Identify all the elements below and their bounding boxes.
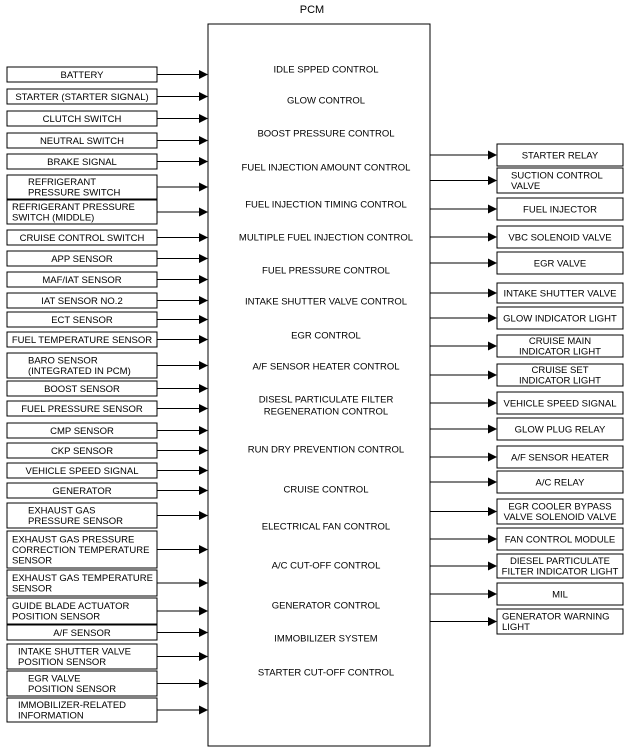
input-label-line: IAT SENSOR NO.2 bbox=[41, 295, 123, 307]
output-item bbox=[430, 283, 623, 303]
arrow-right-icon bbox=[199, 652, 208, 661]
input-label-line: FUEL TEMPERATURE SENSOR bbox=[11, 334, 153, 346]
output-item bbox=[430, 168, 623, 193]
output-label-line: A/F SENSOR HEATER bbox=[510, 452, 610, 464]
input-label bbox=[12, 335, 152, 346]
arrow-right-icon bbox=[199, 183, 208, 192]
input-label-line: GUIDE BLADE ACTUATOR bbox=[12, 601, 130, 613]
input-label-line: CKP SENSOR bbox=[50, 445, 114, 457]
output-label-line: INDICATOR LIGHT bbox=[519, 346, 601, 358]
output-label-line: INTAKE SHUTTER VALVE bbox=[503, 288, 617, 300]
input-label-line: CLUTCH SWITCH bbox=[42, 113, 122, 125]
output-label bbox=[523, 204, 597, 215]
input-label bbox=[47, 157, 117, 168]
arrow-right-icon bbox=[199, 296, 208, 305]
output-label-line: GLOW INDICATOR LIGHT bbox=[503, 313, 617, 325]
input-label bbox=[43, 114, 122, 125]
output-label-line: GLOW PLUG RELAY bbox=[514, 424, 606, 436]
control-function-line: IDLE SPPED CONTROL bbox=[273, 64, 379, 76]
arrow-right-icon bbox=[199, 315, 208, 324]
arrow-right-icon bbox=[199, 426, 208, 435]
input-item bbox=[7, 570, 208, 596]
input-label-line: BRAKE SIGNAL bbox=[47, 156, 117, 168]
input-item bbox=[7, 698, 208, 722]
input-label-line: BARO SENSOR bbox=[28, 355, 98, 367]
output-item bbox=[430, 471, 623, 493]
input-label-line: BATTERY bbox=[60, 69, 104, 81]
control-function-line: GLOW CONTROL bbox=[286, 95, 366, 107]
control-function-label bbox=[252, 361, 399, 372]
input-label-line: (INTEGRATED IN PCM) bbox=[28, 366, 131, 378]
arrow-right-icon bbox=[488, 371, 497, 380]
control-function-line: A/C CUT-OFF CONTROL bbox=[271, 560, 381, 572]
input-label-line: EXHAUST GAS TEMPERATURE bbox=[12, 573, 153, 585]
control-function-line: FUEL PRESSURE CONTROL bbox=[262, 265, 390, 277]
output-devices bbox=[430, 144, 623, 634]
input-label bbox=[50, 426, 114, 437]
output-item bbox=[430, 583, 623, 605]
output-label-line: VALVE SOLENOID VALVE bbox=[503, 512, 617, 524]
input-label bbox=[44, 384, 120, 395]
output-label-line: FUEL INJECTOR bbox=[523, 204, 597, 216]
control-function-line: DISESL PARTICULATE FILTER bbox=[258, 394, 394, 406]
input-label-line: REFRIGERANT bbox=[28, 177, 97, 189]
arrow-right-icon bbox=[488, 453, 497, 462]
control-function-label bbox=[291, 330, 361, 341]
input-item bbox=[7, 531, 208, 568]
arrow-right-icon bbox=[199, 607, 208, 616]
input-label bbox=[53, 628, 111, 639]
arrow-right-icon bbox=[199, 208, 208, 217]
pcm-title: PCM bbox=[299, 4, 325, 16]
input-item bbox=[7, 200, 208, 224]
output-label-line: MIL bbox=[552, 589, 568, 601]
arrow-right-icon bbox=[199, 466, 208, 475]
control-function-label bbox=[262, 265, 390, 276]
output-label-line: SUCTION CONTROL bbox=[511, 170, 603, 182]
output-label-line: GENERATOR WARNING bbox=[502, 611, 610, 623]
arrow-right-icon bbox=[488, 314, 497, 323]
arrow-right-icon bbox=[199, 679, 208, 688]
control-function-label bbox=[257, 128, 394, 139]
control-function-line: MULTIPLE FUEL INJECTION CONTROL bbox=[238, 232, 414, 244]
output-label-line: FAN CONTROL MODULE bbox=[504, 534, 616, 546]
output-item bbox=[430, 528, 623, 550]
input-label-line: A/F SENSOR bbox=[53, 627, 111, 639]
input-item bbox=[7, 251, 208, 266]
input-item bbox=[7, 230, 208, 245]
control-function-label bbox=[248, 444, 404, 455]
output-item bbox=[430, 335, 623, 358]
arrow-right-icon bbox=[199, 136, 208, 145]
output-label-line: VEHICLE SPEED SIGNAL bbox=[503, 398, 617, 410]
output-item bbox=[430, 252, 623, 274]
output-label bbox=[504, 502, 617, 524]
input-label-line: STARTER (STARTER SIGNAL) bbox=[15, 91, 149, 103]
input-label bbox=[42, 275, 121, 286]
control-function-line: RUN DRY PREVENTION CONTROL bbox=[247, 444, 405, 456]
input-label-line: POSITION SENSOR bbox=[18, 657, 107, 669]
output-item bbox=[430, 226, 623, 248]
output-label-line: EGR VALVE bbox=[533, 258, 587, 270]
input-item bbox=[7, 175, 208, 199]
output-label bbox=[503, 313, 617, 324]
input-item bbox=[7, 443, 208, 458]
arrow-right-icon bbox=[199, 157, 208, 166]
input-label bbox=[52, 486, 111, 497]
input-label bbox=[21, 404, 143, 415]
input-label bbox=[15, 92, 148, 103]
arrow-right-icon bbox=[488, 342, 497, 351]
output-item bbox=[430, 609, 623, 634]
arrow-right-icon bbox=[199, 628, 208, 637]
control-function-label bbox=[273, 64, 378, 75]
arrow-right-icon bbox=[199, 335, 208, 344]
arrow-right-icon bbox=[199, 70, 208, 79]
input-label-line: ECT SENSOR bbox=[51, 314, 113, 326]
input-label-line: POSITION SENSOR bbox=[28, 684, 117, 696]
input-item bbox=[7, 89, 208, 104]
input-label-line: VEHICLE SPEED SIGNAL bbox=[25, 465, 139, 477]
arrow-right-icon bbox=[199, 486, 208, 495]
control-function-label bbox=[272, 560, 381, 571]
control-function-label bbox=[272, 600, 380, 611]
output-item bbox=[430, 418, 623, 440]
input-label-line: FUEL PRESSURE SENSOR bbox=[21, 403, 143, 415]
input-label bbox=[20, 233, 145, 244]
input-label bbox=[51, 254, 113, 265]
input-label bbox=[41, 296, 122, 307]
control-function-line: CRUISE CONTROL bbox=[283, 484, 369, 496]
input-item bbox=[7, 483, 208, 498]
output-label-line: VBC SOLENOID VALVE bbox=[508, 232, 612, 244]
output-label-line: EGR COOLER BYPASS bbox=[508, 501, 612, 513]
input-item bbox=[7, 401, 208, 416]
input-label-line: SENSOR bbox=[12, 555, 53, 567]
input-label-line: EXHAUST GAS bbox=[28, 505, 96, 517]
arrow-right-icon bbox=[199, 511, 208, 520]
output-item bbox=[430, 198, 623, 220]
control-function-label bbox=[258, 667, 394, 678]
output-label bbox=[511, 452, 609, 463]
input-item bbox=[7, 644, 208, 669]
output-label bbox=[504, 398, 617, 409]
output-label bbox=[536, 477, 586, 488]
arrow-right-icon bbox=[199, 254, 208, 263]
input-label-line: REFRIGERANT PRESSURE bbox=[12, 202, 135, 214]
control-function-line: BOOST PRESSURE CONTROL bbox=[257, 128, 395, 140]
arrow-right-icon bbox=[488, 399, 497, 408]
control-function-line: FUEL INJECTION TIMING CONTROL bbox=[245, 199, 407, 211]
arrow-right-icon bbox=[199, 706, 208, 715]
input-label-line: CMP SENSOR bbox=[50, 425, 114, 437]
control-function-label bbox=[274, 633, 378, 644]
output-label-line: A/C RELAY bbox=[535, 477, 585, 489]
output-item bbox=[430, 554, 623, 578]
input-item bbox=[7, 272, 208, 287]
input-label-line: BOOST SENSOR bbox=[44, 383, 120, 395]
output-item bbox=[430, 446, 623, 468]
control-function-line: REGENERATION CONTROL bbox=[263, 406, 389, 418]
input-item bbox=[7, 671, 208, 696]
arrow-right-icon bbox=[199, 404, 208, 413]
input-item bbox=[7, 503, 208, 528]
output-label bbox=[515, 424, 606, 435]
control-function-label bbox=[262, 521, 390, 532]
output-label bbox=[552, 589, 568, 600]
input-label-line: IMMOBILIZER-RELATED bbox=[18, 700, 127, 712]
control-function-label bbox=[245, 296, 407, 307]
arrow-right-icon bbox=[199, 114, 208, 123]
arrow-right-icon bbox=[488, 535, 497, 544]
input-label-line: CORRECTION TEMPERATURE bbox=[12, 544, 150, 556]
output-label-line: VALVE bbox=[511, 181, 541, 193]
arrow-right-icon bbox=[488, 289, 497, 298]
input-label-line: PRESSURE SENSOR bbox=[28, 516, 124, 528]
arrow-right-icon bbox=[199, 384, 208, 393]
output-label bbox=[508, 232, 611, 243]
control-function-line: GENERATOR CONTROL bbox=[271, 600, 381, 612]
arrow-right-icon bbox=[199, 92, 208, 101]
arrow-right-icon bbox=[488, 617, 497, 626]
arrow-right-icon bbox=[488, 590, 497, 599]
input-item bbox=[7, 463, 208, 478]
arrow-right-icon bbox=[488, 425, 497, 434]
control-function-label bbox=[284, 484, 369, 495]
input-label-line: POSITION SENSOR bbox=[12, 611, 101, 623]
input-item bbox=[7, 381, 208, 396]
output-label-line: CRUISE MAIN bbox=[528, 336, 592, 348]
arrow-right-icon bbox=[488, 507, 497, 516]
output-label-line: LIGHT bbox=[502, 622, 530, 634]
input-label-line: CRUISE CONTROL SWITCH bbox=[19, 232, 145, 244]
output-label-line: INDICATOR LIGHT bbox=[519, 375, 601, 387]
control-function-label bbox=[242, 162, 411, 173]
input-item bbox=[7, 67, 208, 82]
input-label bbox=[61, 70, 105, 81]
control-function-line: STARTER CUT-OFF CONTROL bbox=[257, 667, 395, 679]
output-label-line: STARTER RELAY bbox=[521, 150, 599, 162]
control-function-line: A/F SENSOR HEATER CONTROL bbox=[252, 361, 400, 373]
input-label bbox=[51, 446, 113, 457]
output-label-line: DIESEL PARTICULATE bbox=[510, 556, 610, 568]
input-item bbox=[7, 312, 208, 327]
control-function-label bbox=[245, 199, 407, 210]
control-function-line: EGR CONTROL bbox=[291, 330, 361, 342]
control-function-label bbox=[239, 232, 413, 243]
input-label-line: SENSOR bbox=[12, 583, 53, 595]
arrow-right-icon bbox=[199, 233, 208, 242]
input-item bbox=[7, 423, 208, 438]
output-label bbox=[519, 336, 601, 358]
input-item bbox=[7, 154, 208, 169]
control-function-label bbox=[259, 394, 394, 417]
output-item bbox=[430, 307, 623, 329]
arrow-right-icon bbox=[488, 478, 497, 487]
output-item bbox=[430, 392, 623, 414]
arrow-right-icon bbox=[199, 579, 208, 588]
output-label bbox=[502, 556, 619, 578]
output-label bbox=[505, 534, 616, 545]
arrow-right-icon bbox=[199, 545, 208, 554]
control-function-label bbox=[287, 95, 365, 106]
input-label-line: SWITCH (MIDDLE) bbox=[12, 212, 95, 224]
input-item bbox=[7, 111, 208, 126]
input-item bbox=[7, 332, 208, 347]
input-item bbox=[7, 598, 208, 624]
arrow-right-icon bbox=[488, 259, 497, 268]
input-label-line: INTAKE SHUTTER VALVE bbox=[18, 646, 131, 658]
output-item bbox=[430, 144, 623, 166]
input-item bbox=[7, 353, 208, 378]
input-label bbox=[51, 315, 113, 326]
control-function-line: INTAKE SHUTTER VALVE CONTROL bbox=[244, 296, 408, 308]
input-label-line: PRESSURE SWITCH bbox=[28, 187, 121, 199]
arrow-right-icon bbox=[488, 562, 497, 571]
input-label bbox=[26, 466, 139, 477]
input-label-line: EGR VALVE bbox=[28, 673, 81, 685]
arrow-right-icon bbox=[488, 176, 497, 185]
control-function-line: FUEL INJECTION AMOUNT CONTROL bbox=[241, 162, 411, 174]
arrow-right-icon bbox=[199, 361, 208, 370]
input-signals bbox=[7, 67, 208, 722]
output-label bbox=[504, 288, 617, 299]
output-label-line: CRUISE SET bbox=[531, 365, 589, 377]
output-item bbox=[430, 364, 623, 387]
input-item bbox=[7, 293, 208, 308]
input-label-line: GENERATOR bbox=[52, 485, 112, 497]
input-label-line: MAF/IAT SENSOR bbox=[42, 274, 122, 286]
output-label bbox=[522, 150, 599, 161]
arrow-right-icon bbox=[488, 233, 497, 242]
input-label-line: APP SENSOR bbox=[51, 253, 113, 265]
control-function-line: ELECTRICAL FAN CONTROL bbox=[261, 521, 391, 533]
output-label-line: FILTER INDICATOR LIGHT bbox=[501, 566, 619, 578]
input-label-line: INFORMATION bbox=[18, 710, 84, 722]
input-label-line: NEUTRAL SWITCH bbox=[39, 135, 125, 147]
output-label bbox=[534, 258, 586, 269]
output-item bbox=[430, 499, 623, 524]
input-label bbox=[40, 136, 124, 147]
arrow-right-icon bbox=[199, 446, 208, 455]
arrow-right-icon bbox=[488, 151, 497, 160]
input-item bbox=[7, 625, 208, 640]
arrow-right-icon bbox=[199, 275, 208, 284]
input-label-line: EXHAUST GAS PRESSURE bbox=[12, 534, 135, 546]
input-item bbox=[7, 133, 208, 148]
control-function-line: IMMOBILIZER SYSTEM bbox=[274, 633, 378, 645]
arrow-right-icon bbox=[488, 205, 497, 214]
